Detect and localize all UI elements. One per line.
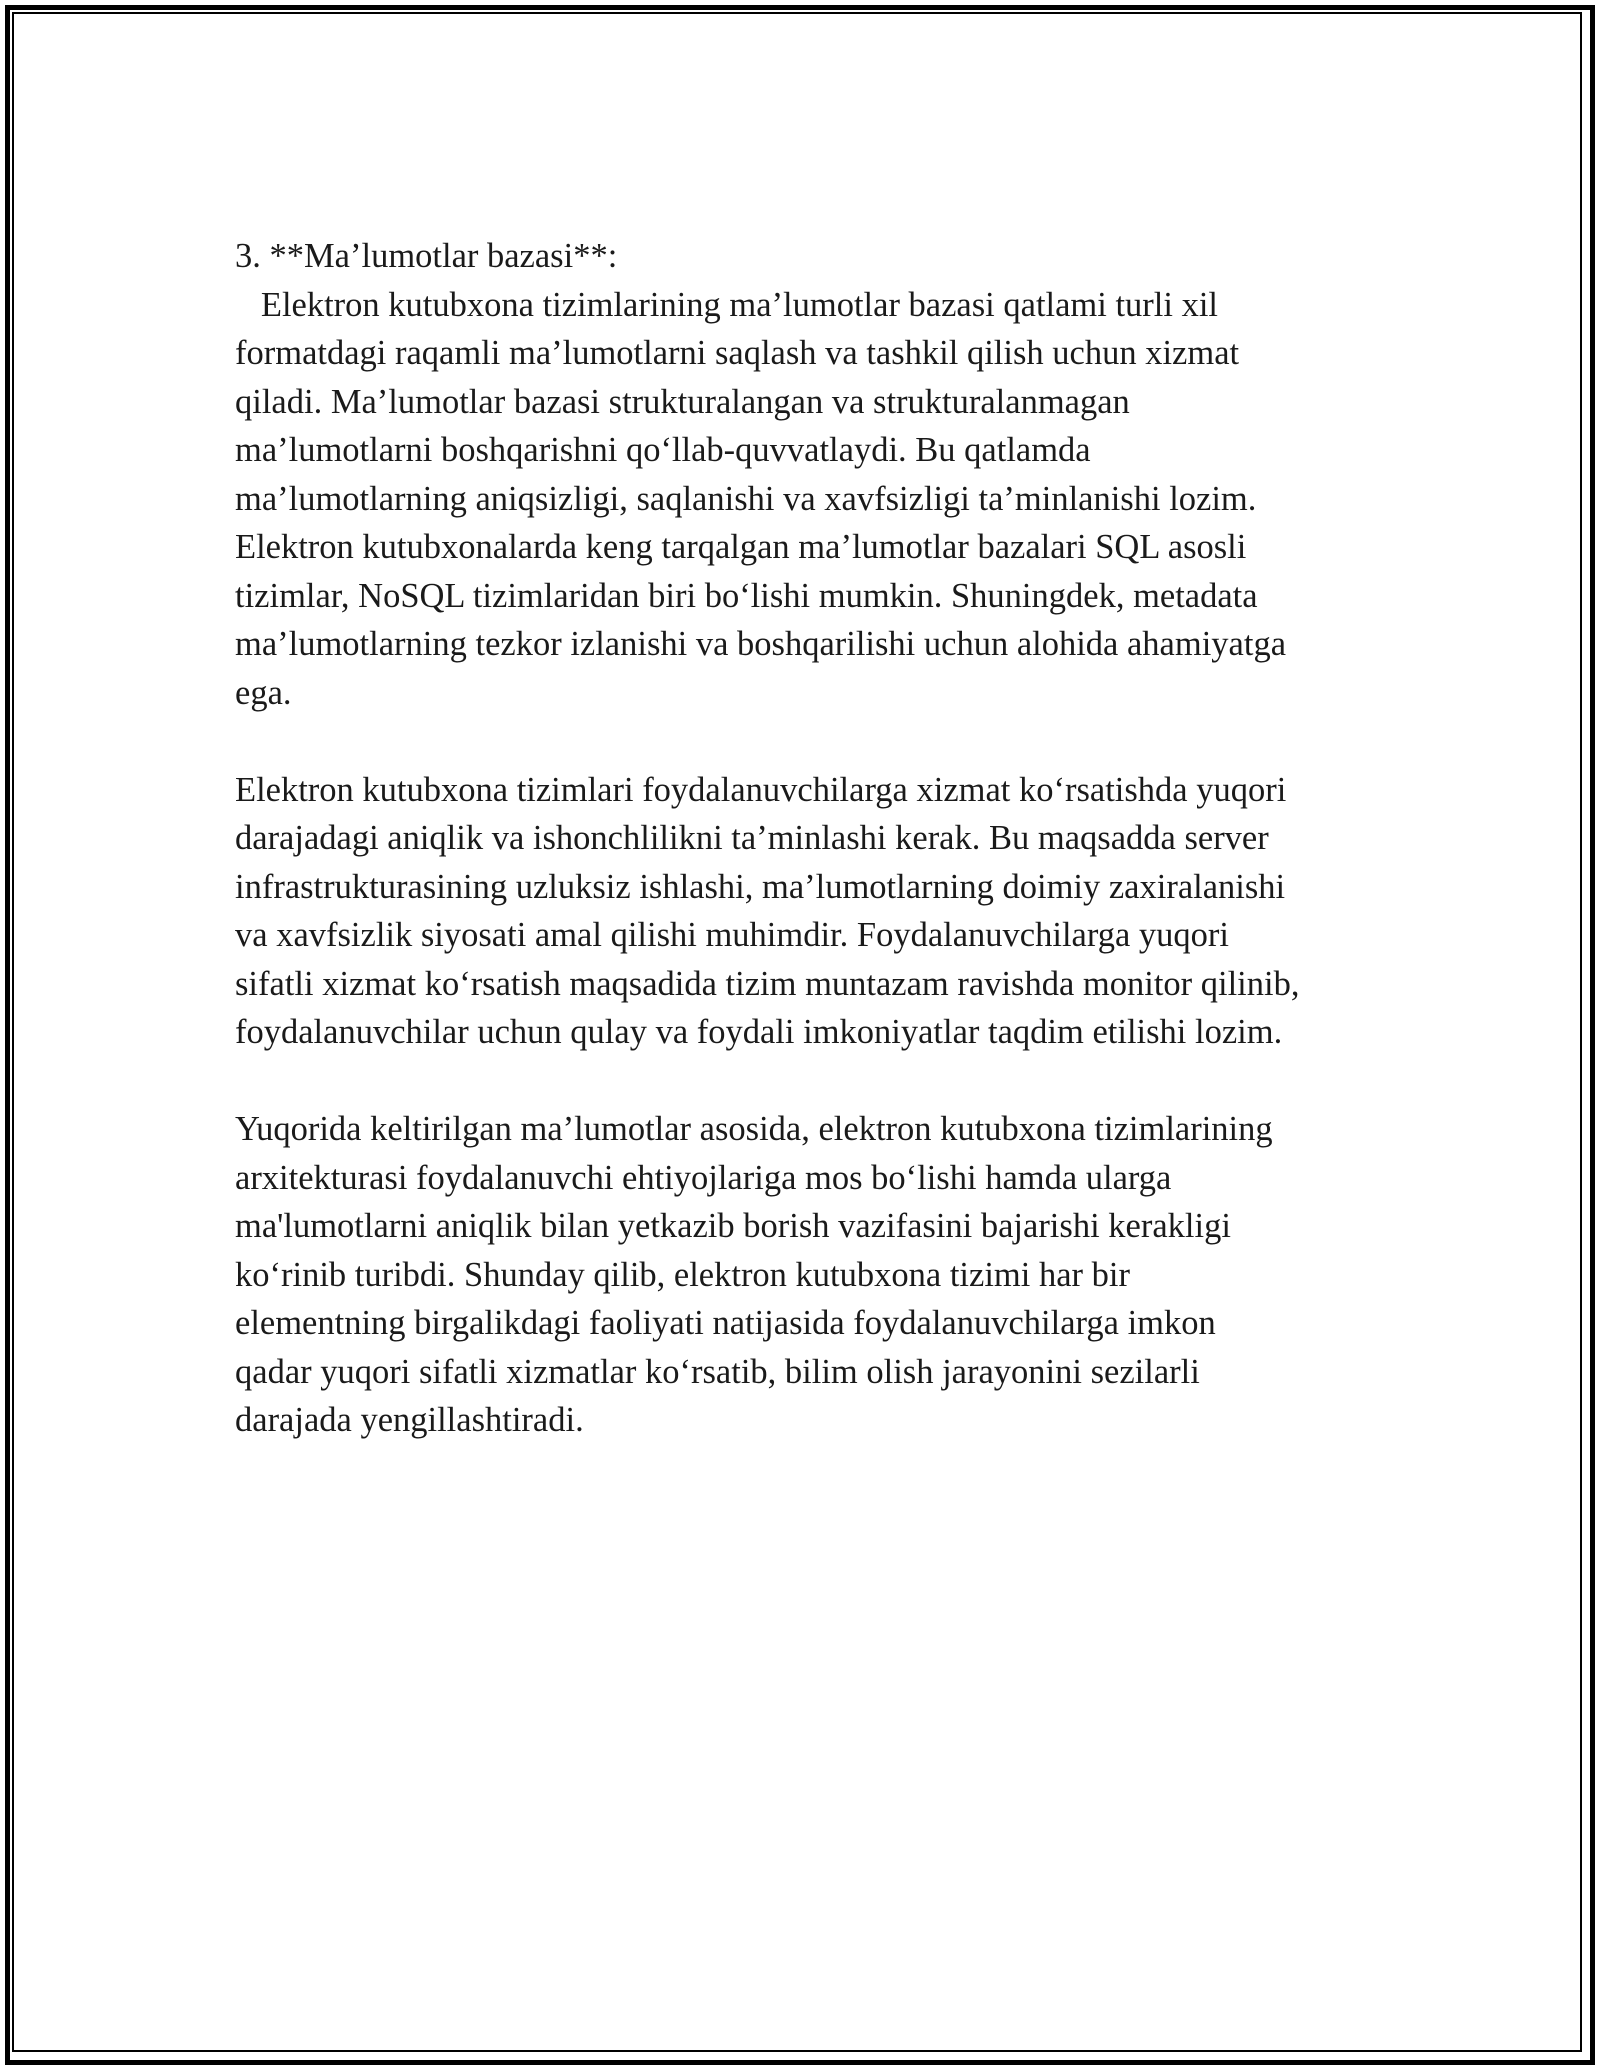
text-line: infrastrukturasining uzluksiz ishlashi, ma’lumotlarning doimiy zaxiralanishi [235, 867, 1286, 906]
text-line: arxitekturasi foydalanuvchi ehtiyojlariga mos bo‘lishi hamda ularga [235, 1158, 1172, 1197]
section-heading: 3. **Ma’lumotlar bazasi**: [235, 237, 618, 275]
paragraph-spacer [235, 1057, 1395, 1106]
text-line: Yuqorida keltirilgan ma’lumotlar asosida, elektron kutubxona tizimlarining [235, 1110, 1273, 1148]
text-line: ma’lumotlarni boshqarishni qo‘llab-quvvatlaydi. Bu qatlamda [235, 431, 1091, 469]
text-line: va xavfsizlik siyosati amal qilishi muhimdir. Foydalanuvchilarga yuqori [235, 916, 1229, 954]
text-line: ega. [235, 673, 292, 712]
text-line: ma’lumotlarning aniqsizligi, saqlanishi va xavfsizligi ta’minlanishi lozim. [235, 479, 1257, 518]
paragraph-conclusion [235, 1105, 1395, 1445]
text-line: ma’lumotlarning tezkor izlanishi va boshqarilishi uchun alohida ahamiyatga [235, 625, 1287, 663]
text-line: sifatli xizmat ko‘rsatish maqsadida tizim muntazam ravishda monitor qilinib, [235, 964, 1300, 1003]
text-line: darajadagi aniqlik va ishonchlilikni ta’minlashi kerak. Bu maqsadda server [235, 819, 1269, 857]
text-line: foydalanuvchilar uchun qulay va foydali imkoniyatlar taqdim etilishi lozim. [235, 1013, 1283, 1051]
text-line: Elektron kutubxona tizimlarining ma’lumotlar bazasi qatlami turli xil [235, 285, 1219, 324]
text-line: qiladi. Ma’lumotlar bazasi strukturalangan va strukturalanmagan [235, 382, 1130, 421]
paragraph-spacer [235, 717, 1395, 766]
text-line: Elektron kutubxonalarda keng tarqalgan ma’lumotlar bazalari SQL asosli [235, 528, 1247, 566]
text-line: ma'lumotlarni aniqlik bilan yetkazib borish vazifasini bajarishi kerakligi [235, 1207, 1231, 1245]
text-line: Elektron kutubxona tizimlari foydalanuvchilarga xizmat ko‘rsatishda yuqori [235, 770, 1287, 809]
document-body [235, 232, 1395, 1445]
text-line: ko‘rinib turibdi. Shunday qilib, elektron kutubxona tizimi har bir [235, 1255, 1130, 1294]
paragraph-reliability [235, 766, 1395, 1057]
text-line: darajada yengillashtiradi. [235, 1401, 584, 1439]
text-line: qadar yuqori sifatli xizmatlar ko‘rsatib, bilim olish jarayonini sezilarli [235, 1352, 1200, 1391]
text-line: formatdagi raqamli ma’lumotlarni saqlash va tashkil qilish uchun xizmat [235, 334, 1240, 372]
text-line: tizimlar, NoSQL tizimlaridan biri bo‘lishi mumkin. Shuningdek, metadata [235, 576, 1258, 615]
text-line: elementning birgalikdagi faoliyati natijasida foydalanuvchilarga imkon [235, 1304, 1216, 1342]
paragraph-database-layer [235, 281, 1395, 718]
